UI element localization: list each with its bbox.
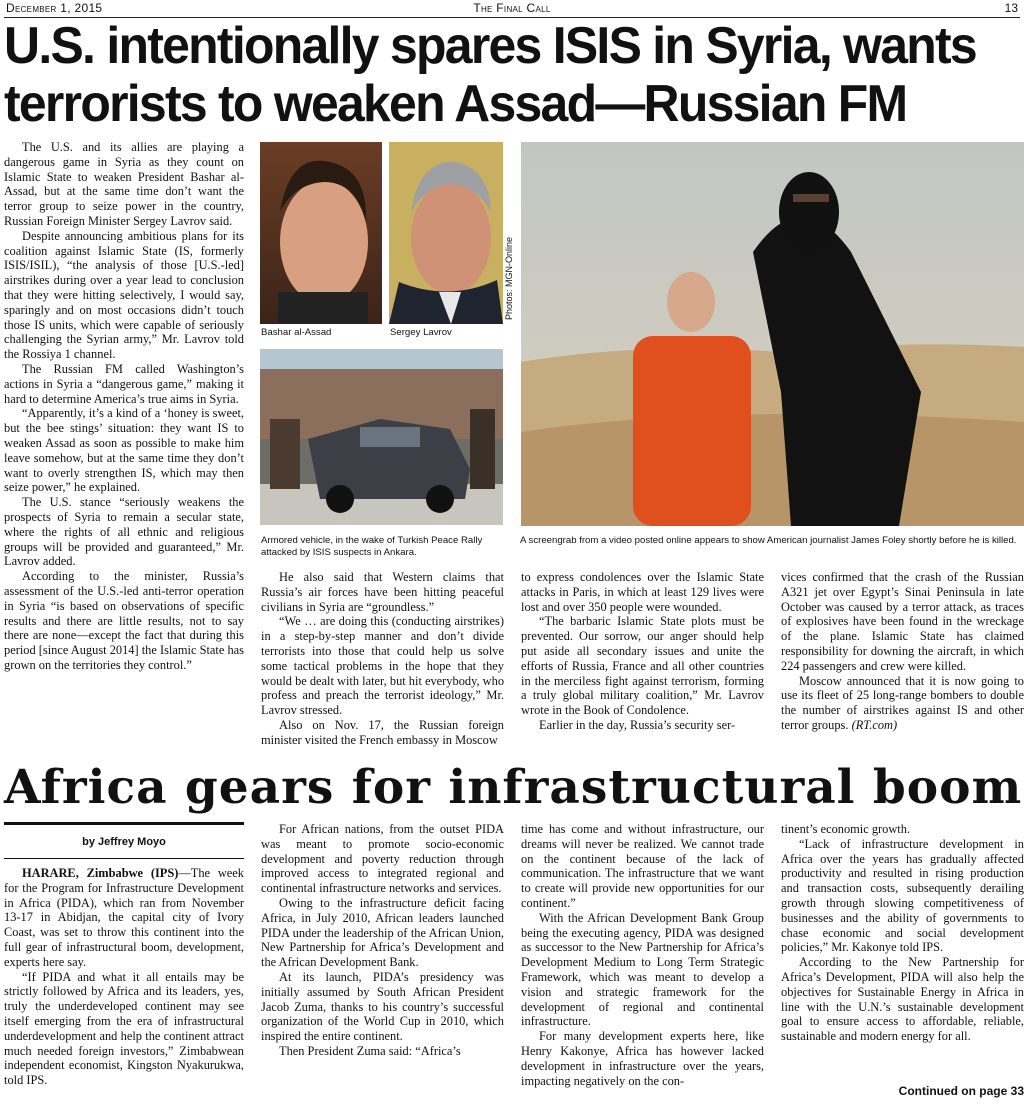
story2-column-2 <box>261 822 504 1102</box>
byline-rule-top <box>4 822 244 825</box>
paragraph: Also on Nov. 17, the Russian foreign minister visited the French embassy in Moscow <box>261 717 504 747</box>
paragraph <box>781 674 1024 733</box>
paragraph: “If PIDA and what it all entails may be strictly followed by Africa and its leaders, yes, truly the underdeveloped continent may see itself emerging from the era of infrastructural underdevelopment and help the continent attract much needed foreign investors,” Zimbabwean independent economist, Kingston Nyakurukwa, told IPS. <box>4 969 244 1088</box>
paragraph: Despite announcing ambitious plans for its coalition against Islamic State (IS, formerly ISIS/ISIL), “the analysis of those [U.S.-led] airstrikes during over a year lead to conclusion that they were hitting selectively, I would say, sparingly and on most occasions didn’t touch those IS units, which were capable of seriously challenging the Syrian army,” Mr. Lavrov told the Rossiya 1 channel. <box>4 228 244 362</box>
paragraph-text: Moscow announced that it is now going to use its fleet of 25 long-range bombers to double the number of airstrikes against IS and other terror groups. <box>781 673 1024 732</box>
byline: by Jeffrey Moyo <box>82 836 166 848</box>
paragraph: At its launch, PIDA’s presidency was initially assumed by South African President Jacob Zuma, thanks to his country’s successful organization of the World Cup in 2010, which inspired the entire continent. <box>261 969 504 1044</box>
foley-caption: A screengrab from a video posted online appears to show American journalist James Foley shortly before he is killed. <box>520 535 1017 546</box>
issue-date: December 1, 2015 <box>6 1 103 15</box>
paragraph: vices confirmed that the crash of the Russian A321 jet over Egypt’s Sinai Peninsula in late October was caused by a terror attack, as traces of explosives have been found in the wreckage of the plane. Islamic State has claimed responsibility for downing the aircraft, in which 224 passengers and crew were killed. <box>781 570 1024 673</box>
paragraph: According to the minister, Russia’s assessment of the U.S.-led anti-terror operation in Syria “is based on observations of specific results and there are little results, not to say there are none—except the fact that during this period [since August 2014] the Islamic State has grown on the territories they control.” <box>4 569 244 672</box>
story2-column-1 <box>4 866 244 1102</box>
headline-africa: Africa gears for infrastructural boom <box>4 760 1023 815</box>
paragraph: time has come and without infrastructure, our dreams will never be realized. We cannot trade on the continent because of the lack of communication. The infrastructure that we want to create will provide new opportunities for our continent.” <box>521 822 764 910</box>
headline-russia <box>4 18 979 136</box>
story1-column-3 <box>521 570 764 755</box>
continued-link[interactable]: Continued on page 33 <box>898 1084 1024 1098</box>
foley-photo <box>521 142 1024 526</box>
paragraph: The U.S. and its allies are playing a dangerous game in Syria as they count on Islamic State to weaken President Bashar al-Assad, but at the same time don’t want the terror group to seize power in the country, Russian Foreign Minister Sergey Lavrov said. <box>4 140 244 228</box>
byline-rule-bottom <box>4 858 244 859</box>
source-credit: (RT.com) <box>851 717 898 732</box>
vehicle-caption: Armored vehicle, in the wake of Turkish Peace Rally attacked by ISIS suspects in Ankara. <box>261 535 483 558</box>
photo-credit: Photos: MGN-Online <box>504 236 514 320</box>
story2-column-3 <box>521 822 764 1102</box>
lavrov-caption: Sergey Lavrov <box>390 327 452 338</box>
paragraph: Earlier in the day, Russia’s security ser- <box>539 717 736 732</box>
paragraph: He also said that Western claims that Russia’s air forces have been hitting peaceful civilians in Syria are “groundless.” <box>261 570 504 614</box>
publication-name: The Final Call <box>473 1 551 15</box>
page-header <box>4 0 1020 18</box>
paragraph: Owing to the infrastructure deficit facing Africa, in July 2010, African leaders launched PIDA under the leadership of the African Union, New Partnership for Africa’s Development and the African Development Bank. <box>261 895 504 970</box>
story1-column-4 <box>781 570 1024 755</box>
dateline: HARARE, Zimbabwe (IPS) <box>22 866 179 880</box>
paragraph: With the African Development Bank Group being the executing agency, PIDA was designed as successor to the New Partnership for Africa’s Development Medium to Long Term Strategic Framework, which was meant to develop a vision and strategic framework for the development of regional and continental infrastructure. <box>521 910 764 1029</box>
headline-line-2: terrorists to weaken Assad—Russian FM <box>4 75 907 133</box>
paragraph: For many development experts here, like Henry Kakonye, Africa has however lacked development in infrastructure over the years, impacting negatively on the con- <box>521 1029 764 1088</box>
story1-column-2 <box>261 570 504 755</box>
paragraph: “Lack of infrastructure development in Africa over the years has gradually affected productivity and resulted in rising production and transaction costs, subsequently derailing growth through slowing competitiveness of businesses and the ability of governments to chase economic and social development policies,” Mr. Kakonye told IPS. <box>781 836 1024 955</box>
paragraph: “The barbaric Islamic State plots must be prevented. Our sorrow, our anger should help put aside all secondary issues and unite the efforts of Russia, France and all other countries in the merciless fight against terrorism, forming a truly global military coalition,” Mr. Lavrov wrote in the Book of Condolence. <box>521 614 764 718</box>
assad-caption: Bashar al-Assad <box>261 327 332 338</box>
armored-vehicle-photo <box>260 349 503 525</box>
paragraph <box>4 866 244 970</box>
page-number: 13 <box>1004 1 1018 15</box>
assad-photo <box>260 142 382 324</box>
paragraph: The U.S. stance “seriously weakens the prospects of Syria to remain a secular state, where the rights of all ethnic and religious groups will be provided and guaranteed,” Mr. Lavrov added. <box>4 495 244 569</box>
paragraph: to express condolences over the Islamic State attacks in Paris, in which at least 129 lives were lost and over 350 people were wounded. <box>521 570 764 614</box>
paragraph: Then President Zuma said: “Africa’s <box>279 1043 461 1058</box>
paragraph: According to the New Partnership for Africa’s Development, PIDA will also help the objectives for Sustainable Energy in Africa in line with the U.N.’s sustainable development goal to ensure access to affordable, reliable, sustainable and modern energy for all. <box>781 955 1024 1044</box>
paragraph: For African nations, from the outset PIDA was meant to promote socio-economic development and poverty reduction through improved access to integrated regional and continental infrastructure networks and services. <box>261 822 504 896</box>
lavrov-photo <box>389 142 503 324</box>
paragraph: “Apparently, it’s a kind of a ‘honey is sweet, but the bee stings’ situation: they want IS to weaken Assad as soon as possible to make him leave somehow, but at the same time they don’t want to overly strengthen IS, which may then seize power,” he explained. <box>4 406 244 495</box>
paragraph: “We … are doing this (conducting airstrikes) in a step-by-step manner and don’t divide terrorists into those that could help us solve some tactical problems in the hope that they would be dealt with later, but hit everybody, who profess and preach the terrorist ideology,” Mr. Lavrov stressed. <box>261 614 505 718</box>
story1-column-1 <box>4 140 244 755</box>
headline-line-1: U.S. intentionally spares ISIS in Syria, wants <box>4 17 976 75</box>
paragraph: The Russian FM called Washington’s actions in Syria a “dangerous game,” making it hard to determine America’s true aims in Syria. <box>4 361 244 406</box>
paragraph: tinent’s economic growth. <box>781 822 911 836</box>
paragraph-text: —The week for the Program for Infrastructure Development in Africa (PIDA), which ran from November 13-17 in Abidjan, the capital city of Ivory Coast, was set to throw this continent into the full gear of infrastructural boom, development, experts here say. <box>4 866 244 969</box>
story2-column-4 <box>781 822 1024 1082</box>
